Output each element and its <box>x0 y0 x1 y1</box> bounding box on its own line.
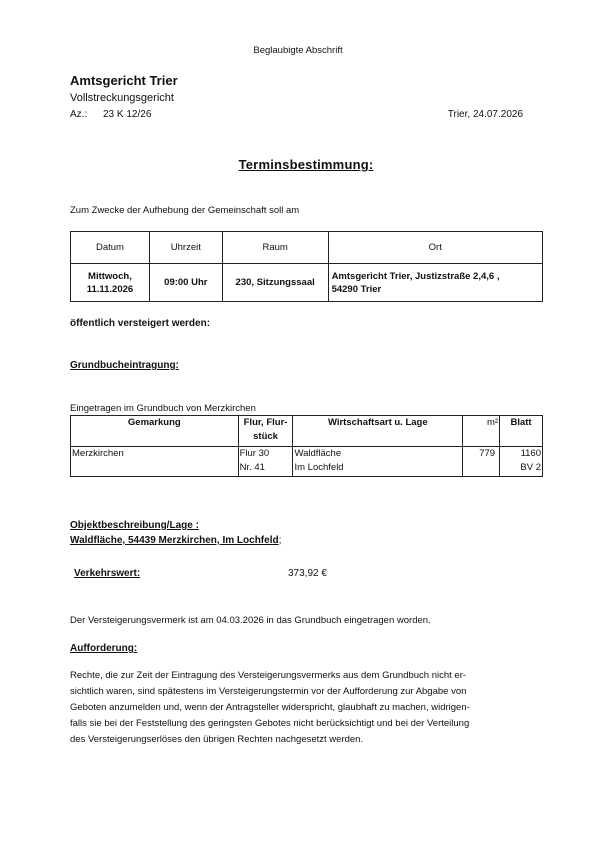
request-line: Geboten anzumelden und, wenn der Antragsteller widerspricht, glaubhaft zu machen, widrigen- <box>70 702 470 713</box>
flur-number: Flur 30 <box>239 448 270 459</box>
cell-blatt <box>500 447 543 477</box>
request-line: des Versteigerungserlöses den übrigen Rechten nachgesetzt werden. <box>70 734 364 745</box>
appointment-table <box>70 231 543 302</box>
certified-copy-note: Beglaubigte Abschrift <box>253 45 343 56</box>
header-datum: Datum <box>71 232 150 264</box>
header-flur-line1: Flur, Flur- <box>243 417 288 428</box>
place-date: Trier, 24.07.2026 <box>447 109 523 120</box>
cell-uhrzeit: 09:00 Uhr <box>149 264 222 302</box>
market-value: 373,92 € <box>288 568 327 579</box>
datum-date: 11.11.2026 <box>86 283 134 295</box>
header-qm: m² <box>463 416 500 447</box>
blatt-number: 1160 <box>520 448 541 459</box>
land-register-row <box>71 447 543 477</box>
blatt-bv: BV 2 <box>520 462 541 473</box>
wirtschaftsart-type: Waldfläche <box>294 448 342 459</box>
court-name: Amtsgericht Trier <box>70 73 178 88</box>
ort-city: 54290 Trier <box>331 283 382 295</box>
appointment-header-row <box>71 232 543 264</box>
header-uhrzeit: Uhrzeit <box>149 232 222 264</box>
request-line: falls sie bei der Feststellung des geringsten Gebotes nicht berücksichtigt und bei der Verteilung <box>70 718 470 729</box>
cell-qm: 779 <box>463 447 500 477</box>
cell-gemarkung: Merzkirchen <box>71 447 239 477</box>
intro-text: Zum Zwecke der Aufhebung der Gemeinschaft soll am <box>70 205 300 216</box>
auction-note-text: Der Versteigerungsvermerk ist am 04.03.2026 in das Grundbuch eingetragen worden. <box>70 615 431 626</box>
object-description-suffix: ; <box>278 535 282 546</box>
cell-datum <box>71 264 150 302</box>
header-flur <box>238 416 293 447</box>
flurstueck-number: Nr. 41 <box>239 462 265 473</box>
object-description: Waldfläche, 54439 Merzkirchen, Im Lochfeld <box>70 535 279 546</box>
land-register-intro: Eingetragen im Grundbuch von Merzkirchen <box>70 403 256 414</box>
document-title: Terminsbestimmung: <box>238 157 374 172</box>
header-wirtschaftsart: Wirtschaftsart u. Lage <box>293 416 463 447</box>
ort-address: Amtsgericht Trier, Justizstraße 2,4,6 , <box>331 270 500 282</box>
request-body <box>70 668 552 748</box>
cell-raum: 230, Sitzungssaal <box>222 264 328 302</box>
court-department: Vollstreckungsgericht <box>70 92 174 104</box>
header-gemarkung: Gemarkung <box>71 416 239 447</box>
cell-ort <box>328 264 542 302</box>
datum-weekday: Mittwoch, <box>88 270 132 282</box>
appointment-value-row <box>71 264 543 302</box>
header-flur-line2: stück <box>253 431 278 442</box>
land-register-header-row <box>71 416 543 447</box>
object-description-line <box>70 535 281 546</box>
cell-flur <box>238 447 293 477</box>
request-line: Rechte, die zur Zeit der Eintragung des Versteigerungsvermerks aus dem Grundbuch nicht er- <box>70 670 467 681</box>
object-description-title: Objektbeschreibung/Lage : <box>70 520 199 531</box>
header-ort: Ort <box>328 232 542 264</box>
header-raum: Raum <box>222 232 328 264</box>
cell-wirtschaftsart <box>293 447 463 477</box>
auction-statement: öffentlich versteigert werden: <box>70 318 211 329</box>
land-register-title: Grundbucheintragung: <box>70 360 179 371</box>
request-title: Aufforderung: <box>70 643 138 654</box>
wirtschaftsart-location: Im Lochfeld <box>294 462 344 473</box>
land-register-table <box>70 415 543 477</box>
file-number-label: Az.: <box>70 109 88 120</box>
header-blatt: Blatt <box>500 416 543 447</box>
market-value-label: Verkehrswert: <box>74 568 141 579</box>
request-line: sichtlich waren, sind spätestens im Versteigerungstermin vor der Aufforderung zur Abgabe von <box>70 686 467 697</box>
file-number-value: 23 K 12/26 <box>103 109 152 120</box>
